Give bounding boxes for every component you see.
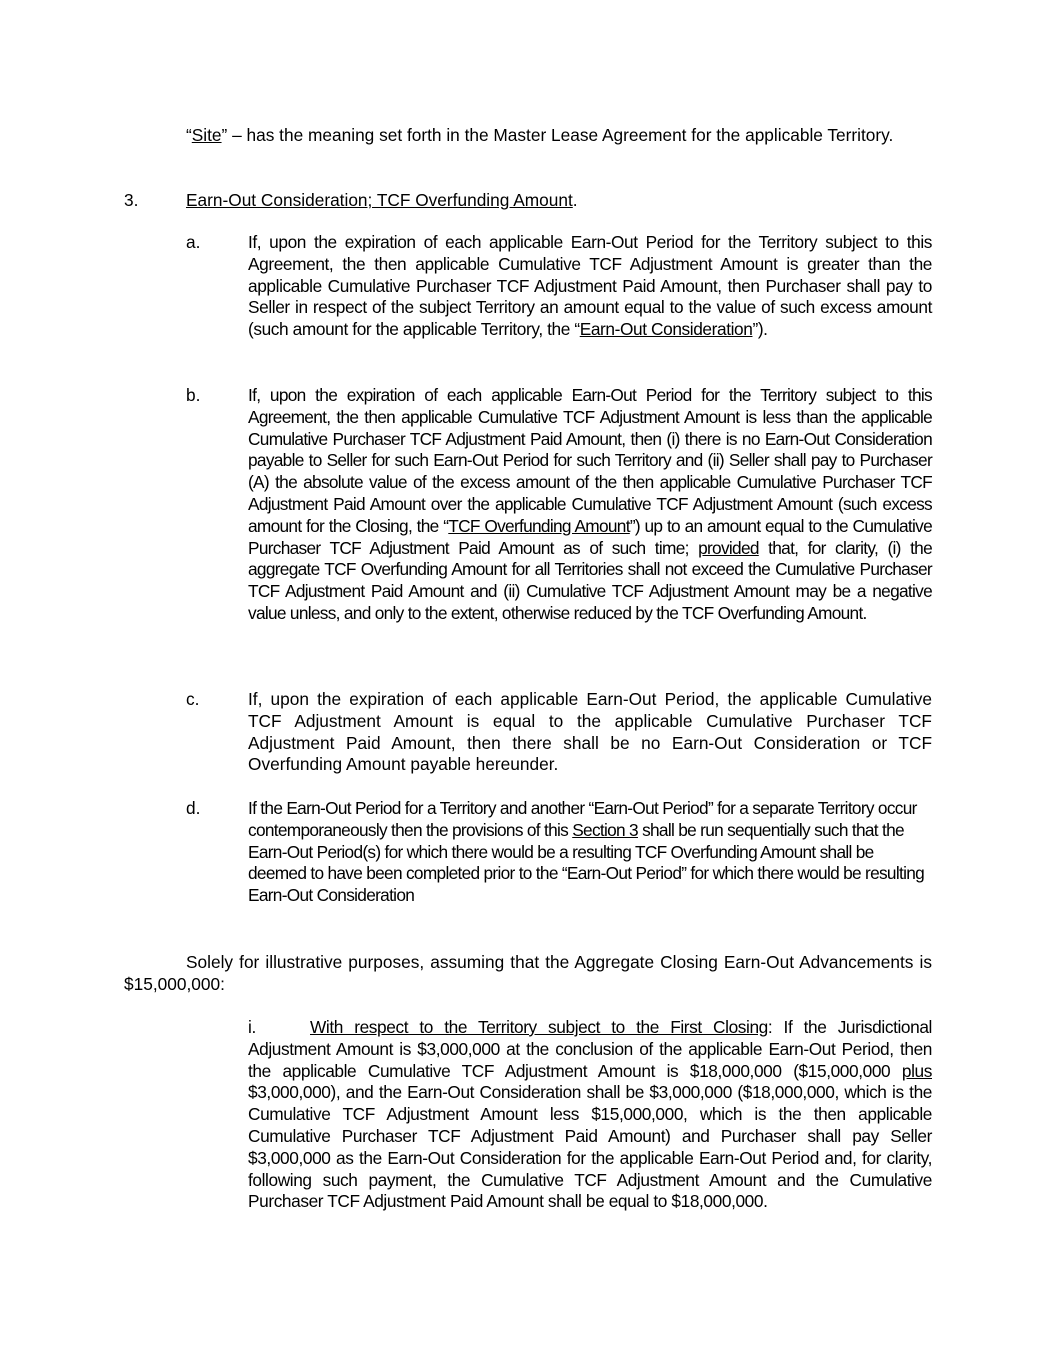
clause-text-end: ”). — [752, 319, 768, 340]
clause-label: c. — [186, 689, 200, 709]
illustration-text: : If the Jurisdictional Adjustment Amount is $3,000,000 at the conclusion of the applicable Earn-Out Period, then the applicable Cumulative TCF Adjustment Amount is $18,000,000 ($15,000,000 — [248, 1017, 932, 1081]
section-title: Earn-Out Consideration; TCF Overfunding Amount — [186, 190, 573, 210]
clause-b — [186, 385, 932, 625]
section-3-reference: Section 3 — [572, 819, 638, 840]
section-title-period: . — [572, 190, 578, 210]
clause-text: shall be run sequentially such that the Earn-Out Period(s) for which there would be a resulting TCF Overfunding Amount shall be deemed to have been completed prior to the “Earn-Out Period” for which there would be resulting Earn-Out Consideration — [248, 819, 925, 906]
clause-a — [186, 232, 932, 341]
illustration-text: $3,000,000), and the Earn-Out Consideration shall be $3,000,000 ($18,000,000, which is the Cumulative TCF Adjustment Amount less $15,000,000, which is the then applicable Cumulative Purchaser TCF Adjustment Paid Amount) and Purchaser shall pay Seller $3,000,000 as the Earn-Out Consideration for the applicable Earn-Out Period and, for clarity, following such payment, the Cumulative TCF Adjustment Amount and the Cumulative Purchaser TCF Adjustment Paid Amount shall be equal to $18,000,000. — [248, 1082, 932, 1212]
clause-text: If, upon the expiration of each applicable Earn-Out Period for the Territory subject to this Agreement, the then applicable Cumulative TCF Adjustment Amount is greater than the applicable Cumulative Purchaser TCF Adjustment Paid Amount, then Purchaser shall pay to Seller in respect of the subject Territory an amount equal to the value of such excess amount (such amount for the applicable Territory, the “ — [248, 232, 932, 340]
site-definition-text: ” – has the meaning set forth in the Master Lease Agreement for the applicable Territory. — [221, 125, 894, 145]
clause-label: a. — [186, 232, 201, 252]
clause-c — [186, 689, 932, 776]
illustration-label: i. — [248, 1017, 256, 1037]
plus-term: plus — [901, 1060, 932, 1081]
clause-label: b. — [186, 385, 201, 405]
clause-body — [248, 232, 932, 341]
open-quote: “ — [186, 125, 192, 145]
illustrative-intro-paragraph: Solely for illustrative purposes, assuming that the Aggregate Closing Earn-Out Advancements is $15,000,000: — [124, 952, 932, 994]
site-definition-paragraph — [124, 125, 932, 147]
clause-text: If the Earn-Out Period for a Territory and another “Earn-Out Period” for a separate Territory occur contemporaneously then the provisions of this — [248, 798, 917, 840]
section-number: 3. — [124, 190, 139, 210]
clause-body — [248, 385, 932, 625]
clause-body: If, upon the expiration of each applicable Earn-Out Period, the applicable Cumulative TCF Adjustment Amount is equal to the applicable Cumulative Purchaser TCF Adjustment Paid Amount, then there shall be no Earn-Out Consideration or TCF Overfunding Amount payable hereunder. — [248, 689, 932, 775]
site-defined-term: Site — [191, 125, 222, 145]
illustration-i — [248, 1017, 932, 1213]
tcf-overfunding-term: TCF Overfunding Amount — [448, 515, 630, 536]
clause-body — [248, 798, 932, 907]
provided-term: provided — [698, 537, 759, 558]
illustration-heading: With respect to the Territory subject to the First Closing — [310, 1017, 768, 1037]
clause-text: If, upon the expiration of each applicable Earn-Out Period for the Territory subject to this Agreement, the then applicable Cumulative TCF Adjustment Amount is less than the applicable Cumulative Purchaser TCF Adjustment Paid Amount, then (i) there is no Earn-Out Consideration payable to Seller for such Earn-Out Period for such Territory and (ii) Seller shall pay to Purchaser (A) the absolute value of the excess amount of the then applicable Cumulative Purchaser TCF Adjustment Paid Amount over the applicable Cumulative TCF Adjustment Amount (such excess amount for the Closing, the “ — [248, 385, 932, 536]
clause-text: that, for clarity, (i) the aggregate TCF Overfunding Amount for all Territories shall not exceed the Cumulative Purchaser TCF Adjustment Paid Amount and (ii) Cumulative TCF Adjustment Amount may be a negative value unless, and only to the extent, otherwise reduced by the TCF Overfunding Amount. — [248, 537, 932, 623]
clause-text: ”) up to an amount equal to the Cumulative Purchaser TCF Adjustment Paid Amount as of such time; — [248, 515, 932, 558]
earn-out-consideration-term: Earn-Out Consideration — [579, 319, 753, 340]
clause-label: d. — [186, 798, 201, 818]
clause-d — [186, 798, 932, 907]
section-3-heading — [124, 190, 932, 212]
